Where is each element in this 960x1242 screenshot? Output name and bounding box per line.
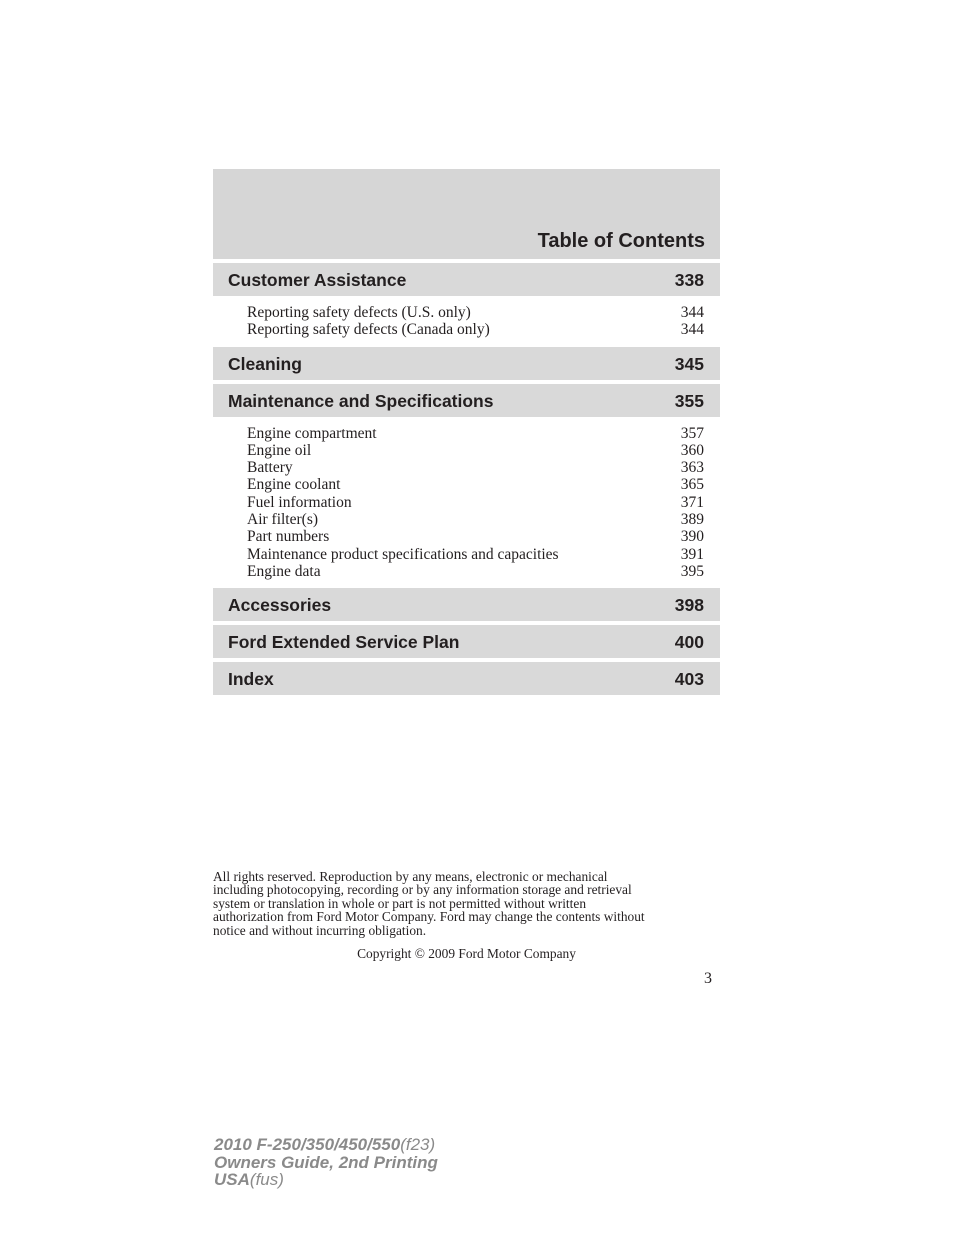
- toc-section-accessories[interactable]: [213, 588, 720, 621]
- section-title: Customer Assistance: [228, 270, 407, 290]
- section-title: Cleaning: [228, 353, 302, 374]
- entry-page-number: 365: [680, 476, 704, 494]
- entry-title: Reporting safety defects (Canada only): [247, 321, 490, 339]
- page-title: Table of Contents: [537, 230, 705, 252]
- notice-line: notice and without incurring obligation.: [213, 922, 427, 938]
- toc-section-extended-service-plan[interactable]: [213, 625, 720, 658]
- entry-title: Air filter(s): [247, 511, 319, 529]
- section-page-number: 403: [674, 669, 704, 690]
- entry-title: Engine oil: [247, 441, 312, 459]
- entry-page-number: 395: [680, 562, 704, 580]
- entry-title: Reporting safety defects (U.S. only): [247, 304, 471, 321]
- table-of-contents: [213, 263, 720, 695]
- footer-model: 2010 F-250/350/450/550: [214, 1135, 401, 1154]
- copyright-line: Copyright © 2009 Ford Motor Company: [357, 946, 576, 961]
- entry-title: Engine compartment: [247, 424, 377, 442]
- section-items: [213, 296, 720, 347]
- section-page-number: 400: [674, 632, 704, 653]
- section-page-number: 398: [674, 595, 704, 616]
- toc-entry[interactable]: [213, 459, 720, 476]
- toc-section-customer-assistance[interactable]: [213, 263, 720, 296]
- entry-page-number: 344: [680, 321, 704, 339]
- footer-market-row: [214, 1171, 438, 1189]
- footer-market-code: (fus): [249, 1170, 284, 1189]
- toc-entry[interactable]: [213, 563, 720, 580]
- toc-entry[interactable]: [213, 546, 720, 563]
- notice-line: authorization from Ford Motor Company. Ford may change the contents without: [213, 909, 645, 925]
- entry-page-number: 363: [680, 459, 704, 477]
- entry-title: Maintenance product specifications and capacities: [247, 545, 559, 563]
- notice-line: All rights reserved. Reproduction by any means, electronic or mechanical: [213, 869, 608, 884]
- toc-entry[interactable]: [213, 321, 720, 338]
- section-items: [213, 417, 720, 589]
- entry-title: Part numbers: [247, 528, 330, 546]
- section-page-number: 345: [674, 353, 704, 374]
- toc-entry[interactable]: [213, 528, 720, 545]
- footer-market: USA: [214, 1170, 250, 1189]
- notice-line: system or translation in whole or part is not permitted without written: [213, 895, 587, 911]
- toc-section-maintenance-specifications[interactable]: [213, 384, 720, 417]
- entry-page-number: 391: [680, 545, 704, 563]
- toc-entry[interactable]: [213, 304, 720, 321]
- document-footer: [214, 1136, 438, 1189]
- section-title: Index: [228, 669, 274, 690]
- entry-page-number: 360: [680, 441, 704, 459]
- rights-notice: [213, 870, 723, 937]
- footer-guide: Owners Guide, 2nd Printing: [214, 1152, 438, 1172]
- footer-model-code: (f23): [400, 1135, 436, 1154]
- entry-page-number: 371: [680, 493, 704, 511]
- entry-title: Fuel information: [247, 493, 352, 511]
- entry-page-number: 390: [680, 528, 704, 546]
- footer-model-row: [214, 1136, 438, 1154]
- toc-entry[interactable]: [213, 442, 720, 459]
- section-title: Maintenance and Specifications: [228, 390, 494, 411]
- entry-title: Engine coolant: [247, 476, 341, 494]
- toc-section-cleaning[interactable]: [213, 347, 720, 380]
- entry-title: Battery: [247, 459, 293, 477]
- section-title: Ford Extended Service Plan: [228, 632, 460, 653]
- entry-page-number: 357: [680, 424, 704, 442]
- footer-guide-row: [214, 1154, 438, 1172]
- toc-entry[interactable]: [213, 476, 720, 493]
- toc-entry[interactable]: [213, 494, 720, 511]
- toc-entry[interactable]: [213, 511, 720, 528]
- section-page-number: 355: [674, 390, 704, 411]
- entry-title: Engine data: [247, 562, 321, 580]
- notice-line: including photocopying, recording or by any information storage and retrieval: [213, 882, 632, 898]
- header-banner: [213, 169, 720, 259]
- entry-page-number: 344: [680, 304, 704, 321]
- section-title: Accessories: [228, 595, 332, 616]
- toc-section-index[interactable]: [213, 662, 720, 695]
- section-page-number: 338: [674, 270, 704, 290]
- toc-entry[interactable]: [213, 425, 720, 442]
- entry-page-number: 389: [680, 511, 704, 529]
- page-number: 3: [704, 970, 712, 987]
